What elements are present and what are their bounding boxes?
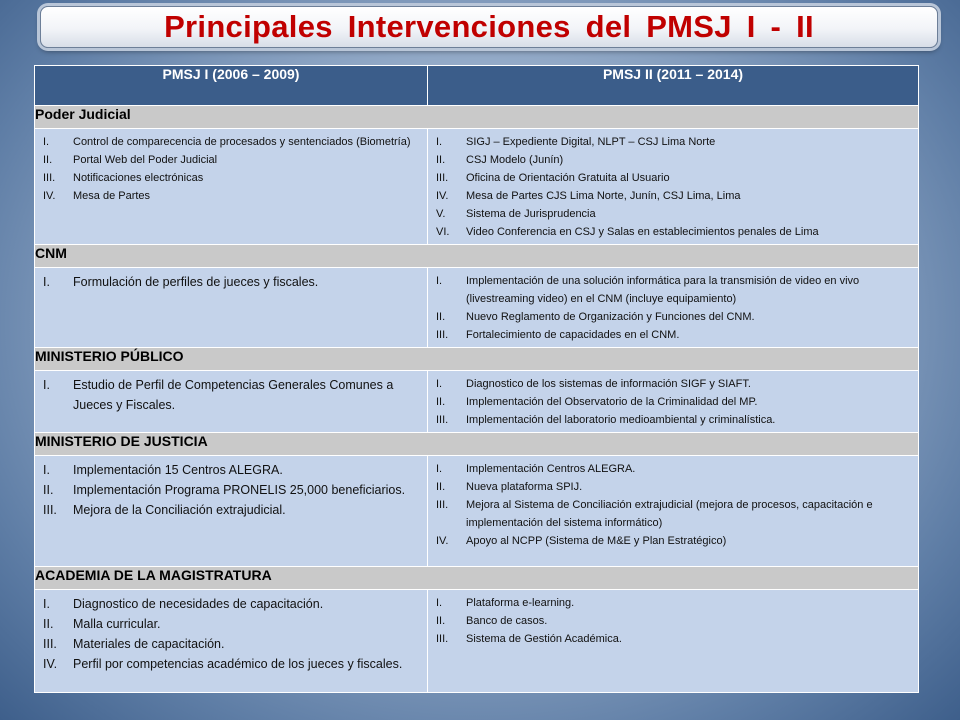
pmsj-ii-cell (428, 456, 919, 567)
list-item (436, 496, 912, 532)
slide-title: Principales Intervenciones del PMSJ I - II (164, 9, 814, 44)
item-text: Implementación del Observatorio de la Criminalidad del MP. (466, 396, 758, 408)
item-numeral: IV. (436, 190, 449, 202)
item-text: Mejora al Sistema de Conciliación extrajudicial (mejora de procesos, capacitación e implementación del sistema informático) (466, 499, 873, 529)
list-item (43, 480, 421, 500)
item-numeral: II. (436, 396, 446, 408)
pmsj-ii-cell (428, 590, 919, 693)
item-numeral: II. (436, 481, 446, 493)
item-text: Control de comparecencia de procesados y sentenciados (Biometría) (73, 136, 411, 148)
item-numeral: III. (436, 329, 449, 341)
section-content-row (35, 371, 919, 433)
section-title: Poder Judicial (35, 106, 919, 129)
intervention-list (428, 371, 918, 432)
list-item (436, 612, 912, 630)
item-text: Notificaciones electrónicas (73, 172, 204, 184)
list-item (436, 375, 912, 393)
item-text: Mejora de la Conciliación extrajudicial. (73, 503, 286, 517)
list-item (436, 393, 912, 411)
list-item (436, 478, 912, 496)
item-text: Nuevo Reglamento de Organización y Funciones del CNM. (466, 311, 755, 323)
item-text: Sistema de Jurisprudencia (466, 208, 596, 220)
item-text: Estudio de Perfil de Competencias Generales Comunes a Jueces y Fiscales. (73, 378, 394, 412)
item-numeral: III. (43, 503, 57, 517)
item-text: Plataforma e-learning. (466, 597, 575, 609)
list-item (436, 411, 912, 429)
list-item (43, 169, 421, 187)
section-content-row (35, 129, 919, 245)
item-numeral: III. (436, 633, 449, 645)
list-item (436, 630, 912, 648)
intervention-list (428, 129, 918, 244)
item-text: Implementación del laboratorio medioambiental y criminalística. (466, 414, 776, 426)
item-numeral: I. (43, 463, 50, 477)
item-numeral: VI. (436, 226, 450, 238)
item-numeral: I. (43, 378, 50, 392)
item-text: Mesa de Partes (73, 190, 151, 202)
item-text: Materiales de capacitación. (73, 637, 225, 651)
list-item (43, 634, 421, 654)
item-numeral: III. (43, 637, 57, 651)
list-item (43, 151, 421, 169)
section-title: CNM (35, 245, 919, 268)
item-text: Video Conferencia en CSJ y Salas en establecimientos penales de Lima (466, 226, 819, 238)
item-text: Mesa de Partes CJS Lima Norte, Junín, CSJ Lima, Lima (466, 190, 741, 202)
list-item (43, 133, 421, 151)
intervention-list (35, 268, 427, 295)
item-numeral: II. (43, 483, 54, 497)
item-text: Diagnostico de los sistemas de información SIGF y SIAFT. (466, 378, 751, 390)
item-numeral: I. (436, 136, 443, 148)
item-numeral: II. (436, 311, 446, 323)
pmsj-i-cell (35, 371, 428, 433)
column-header-pmsj-ii: PMSJ II (2011 – 2014) (428, 66, 919, 106)
pmsj-i-cell (35, 590, 428, 693)
item-numeral: I. (436, 597, 443, 609)
list-item (43, 460, 421, 480)
item-numeral: III. (436, 499, 449, 511)
item-numeral: III. (436, 172, 449, 184)
item-text: SIGJ – Expediente Digital, NLPT – CSJ Lima Norte (466, 136, 716, 148)
item-text: Portal Web del Poder Judicial (73, 154, 218, 166)
list-item (436, 133, 912, 151)
list-item (43, 614, 421, 634)
list-item (43, 500, 421, 520)
list-item (436, 272, 912, 308)
pmsj-ii-cell (428, 129, 919, 245)
item-numeral: III. (43, 172, 56, 184)
list-item (43, 272, 421, 292)
item-numeral: II. (43, 154, 53, 166)
section-header-row (35, 567, 919, 590)
item-text: Malla curricular. (73, 617, 161, 631)
item-numeral: IV. (436, 535, 449, 547)
list-item (43, 594, 421, 614)
item-numeral: IV. (43, 190, 56, 202)
section-content-row (35, 268, 919, 348)
item-text: Implementación Centros ALEGRA. (466, 463, 636, 475)
item-numeral: II. (436, 154, 446, 166)
item-text: Apoyo al NCPP (Sistema de M&E y Plan Estratégico) (466, 535, 727, 547)
list-item (43, 375, 421, 415)
section-header-row (35, 348, 919, 371)
item-numeral: IV. (43, 657, 58, 671)
item-numeral: I. (43, 136, 50, 148)
section-header-row (35, 433, 919, 456)
item-text: Banco de casos. (466, 615, 548, 627)
pmsj-i-cell (35, 268, 428, 348)
pmsj-i-cell (35, 456, 428, 567)
item-numeral: I. (43, 275, 50, 289)
item-numeral: II. (43, 617, 54, 631)
list-item (43, 187, 421, 205)
section-title: MINISTERIO PÚBLICO (35, 348, 919, 371)
table-body (35, 106, 919, 693)
section-content-row (35, 590, 919, 693)
list-item (436, 460, 912, 478)
intervention-list (35, 129, 427, 208)
item-numeral: II. (436, 615, 446, 627)
section-content-row (35, 456, 919, 567)
item-text: Fortalecimiento de capacidades en el CNM. (466, 329, 680, 341)
item-text: Formulación de perfiles de jueces y fiscales. (73, 275, 319, 289)
column-header-pmsj-i: PMSJ I (2006 – 2009) (35, 66, 428, 106)
item-text: CSJ Modelo (Junín) (466, 154, 564, 166)
item-numeral: I. (43, 597, 50, 611)
item-numeral: I. (436, 378, 443, 390)
section-title: ACADEMIA DE LA MAGISTRATURA (35, 567, 919, 590)
list-item (436, 532, 912, 550)
intervention-list (35, 371, 427, 418)
section-title: MINISTERIO DE JUSTICIA (35, 433, 919, 456)
pmsj-ii-cell (428, 268, 919, 348)
item-numeral: III. (436, 414, 449, 426)
list-item (43, 654, 421, 674)
title-banner (40, 6, 938, 48)
list-item (436, 205, 912, 223)
item-text: Implementación de una solución informática para la transmisión de video en vivo (livestreaming video) en el CNM (incluye equipamiento) (466, 275, 860, 305)
item-text: Perfil por competencias académico de los jueces y fiscales. (73, 657, 403, 671)
list-item (436, 223, 912, 241)
item-numeral: I. (436, 275, 443, 287)
pmsj-i-cell (35, 129, 428, 245)
intervention-list (35, 590, 427, 677)
intervention-list (428, 590, 918, 651)
item-text: Diagnostico de necesidades de capacitación. (73, 597, 324, 611)
list-item (436, 169, 912, 187)
item-text: Implementación 15 Centros ALEGRA. (73, 463, 283, 477)
list-item (436, 187, 912, 205)
item-numeral: V. (436, 208, 446, 220)
item-text: Nueva plataforma SPIJ. (466, 481, 583, 493)
list-item (436, 326, 912, 344)
item-text: Implementación Programa PRONELIS 25,000 beneficiarios. (73, 483, 406, 497)
intervention-list (35, 456, 427, 523)
interventions-table (34, 65, 919, 693)
item-numeral: I. (436, 463, 443, 475)
item-text: Sistema de Gestión Académica. (466, 633, 622, 645)
item-text: Oficina de Orientación Gratuita al Usuario (466, 172, 670, 184)
intervention-list (428, 456, 918, 553)
list-item (436, 308, 912, 326)
header-row (35, 66, 919, 106)
intervention-list (428, 268, 918, 347)
pmsj-ii-cell (428, 371, 919, 433)
section-header-row (35, 106, 919, 129)
list-item (436, 594, 912, 612)
section-header-row (35, 245, 919, 268)
list-item (436, 151, 912, 169)
